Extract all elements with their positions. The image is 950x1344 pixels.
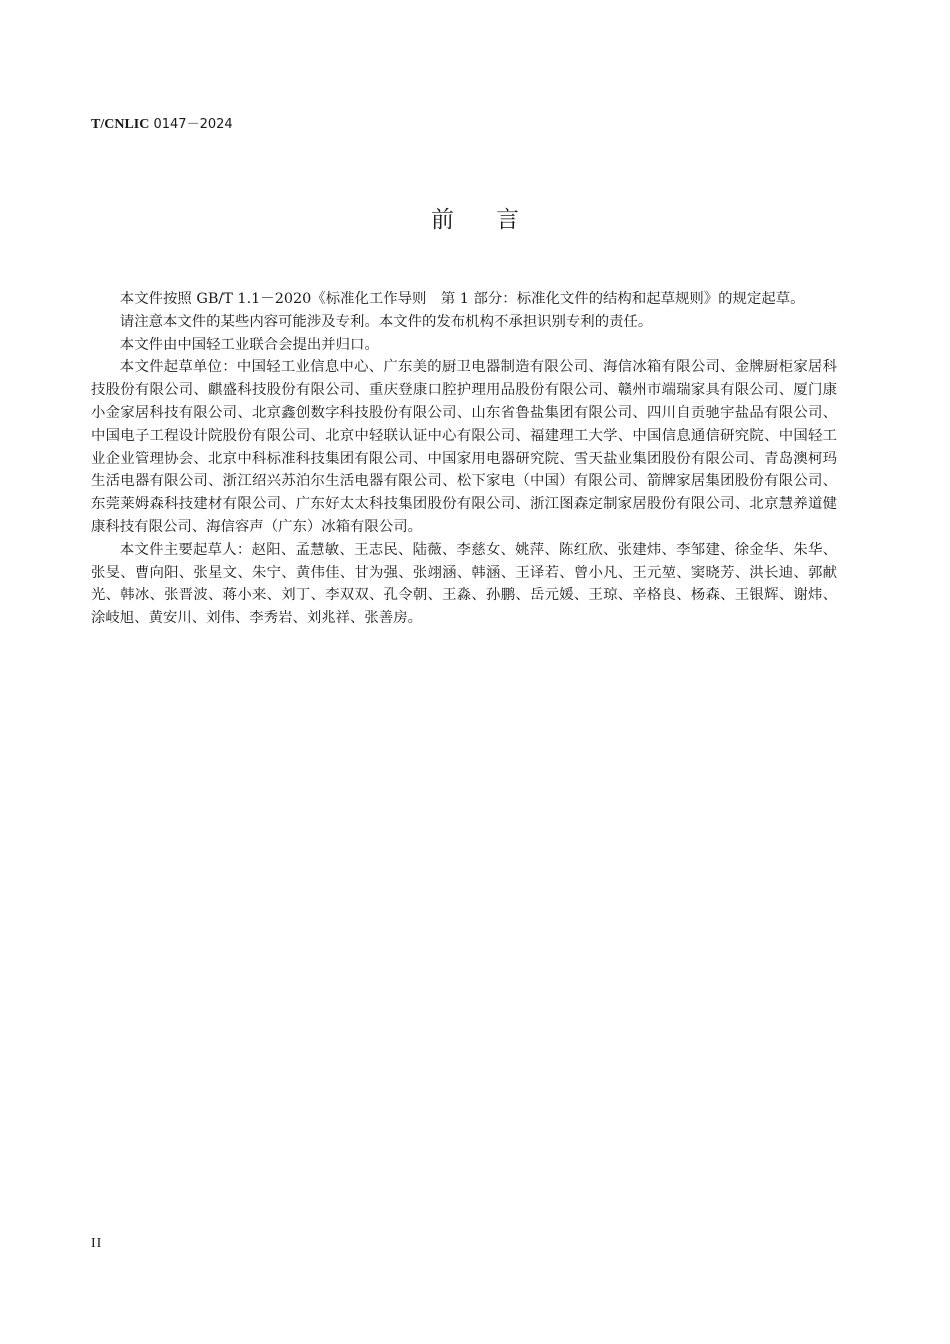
title-char-1: 前 xyxy=(431,207,454,233)
paragraph-drafting-units: 本文件起草单位：中国轻工业信息中心、广东美的厨卫电器制造有限公司、海信冰箱有限公司、金牌厨柜家居科技股份有限公司、麒盛科技股份有限公司、重庆登康口腔护理用品股份有限公司、赣州市端瑞家具有限公司、厦门康小金家居科技有限公司、北京鑫创数字科技股份有限公司、山东省鲁盐集团有限公司、四川自贡驰宇盐品有限公司、中国电子工程设计院股份有限公司、北京中轻联认证中心有限公司、福建理工大学、中国信息通信研究院、中国轻工业企业管理协会、北京中科标准科技集团有限公司、中国家用电器研究院、雪天盐业集团股份有限公司、青岛澳柯玛生活电器有限公司、浙江绍兴苏泊尔生活电器有限公司、松下家电（中国）有限公司、箭牌家居集团股份有限公司、东莞莱姆森科技建材有限公司、广东好太太科技集团股份有限公司、浙江图森定制家居股份有限公司、北京慧养道健康科技有限公司、海信容声（广东）冰箱有限公司。 xyxy=(91,359,837,535)
paragraph-drafters: 本文件主要起草人：赵阳、孟慧敏、王志民、陆薇、李慈女、姚萍、陈红欣、张建炜、李邹建、徐金华、朱华、张旻、曹向阳、张星文、朱宁、黄伟佳、甘为强、张翊涵、韩涵、王译若、曾小凡、王元堃、窦晓芳、洪长迪、郭献光、韩冰、张晋波、蒋小来、刘丁、李双双、孔令朝、王淼、孙鹏、岳元媛、王琼、辛格良、杨森、王银辉、谢炜、涂岐旭、黄安川、刘伟、李秀岩、刘兆祥、张善房。 xyxy=(91,541,837,627)
paragraph-drafting-rules: 本文件按照 GB/T 1.1－2020《标准化工作导则 第 1 部分：标准化文件的结构和起草规则》的规定起草。 xyxy=(119,291,805,307)
paragraph-patent-notice: 请注意本文件的某些内容可能涉及专利。本文件的发布机构不承担识别专利的责任。 xyxy=(119,313,653,330)
standard-code-prefix: T/CNLIC xyxy=(91,117,150,132)
standard-code xyxy=(91,114,233,135)
page-number: II xyxy=(91,1236,103,1251)
paragraph-proposer: 本文件由中国轻工业联合会提出并归口。 xyxy=(119,336,379,353)
page-title xyxy=(0,204,950,236)
standard-code-number: 0147－2024 xyxy=(149,117,233,132)
foreword-body xyxy=(91,288,837,630)
title-char-2: 言 xyxy=(496,207,519,233)
